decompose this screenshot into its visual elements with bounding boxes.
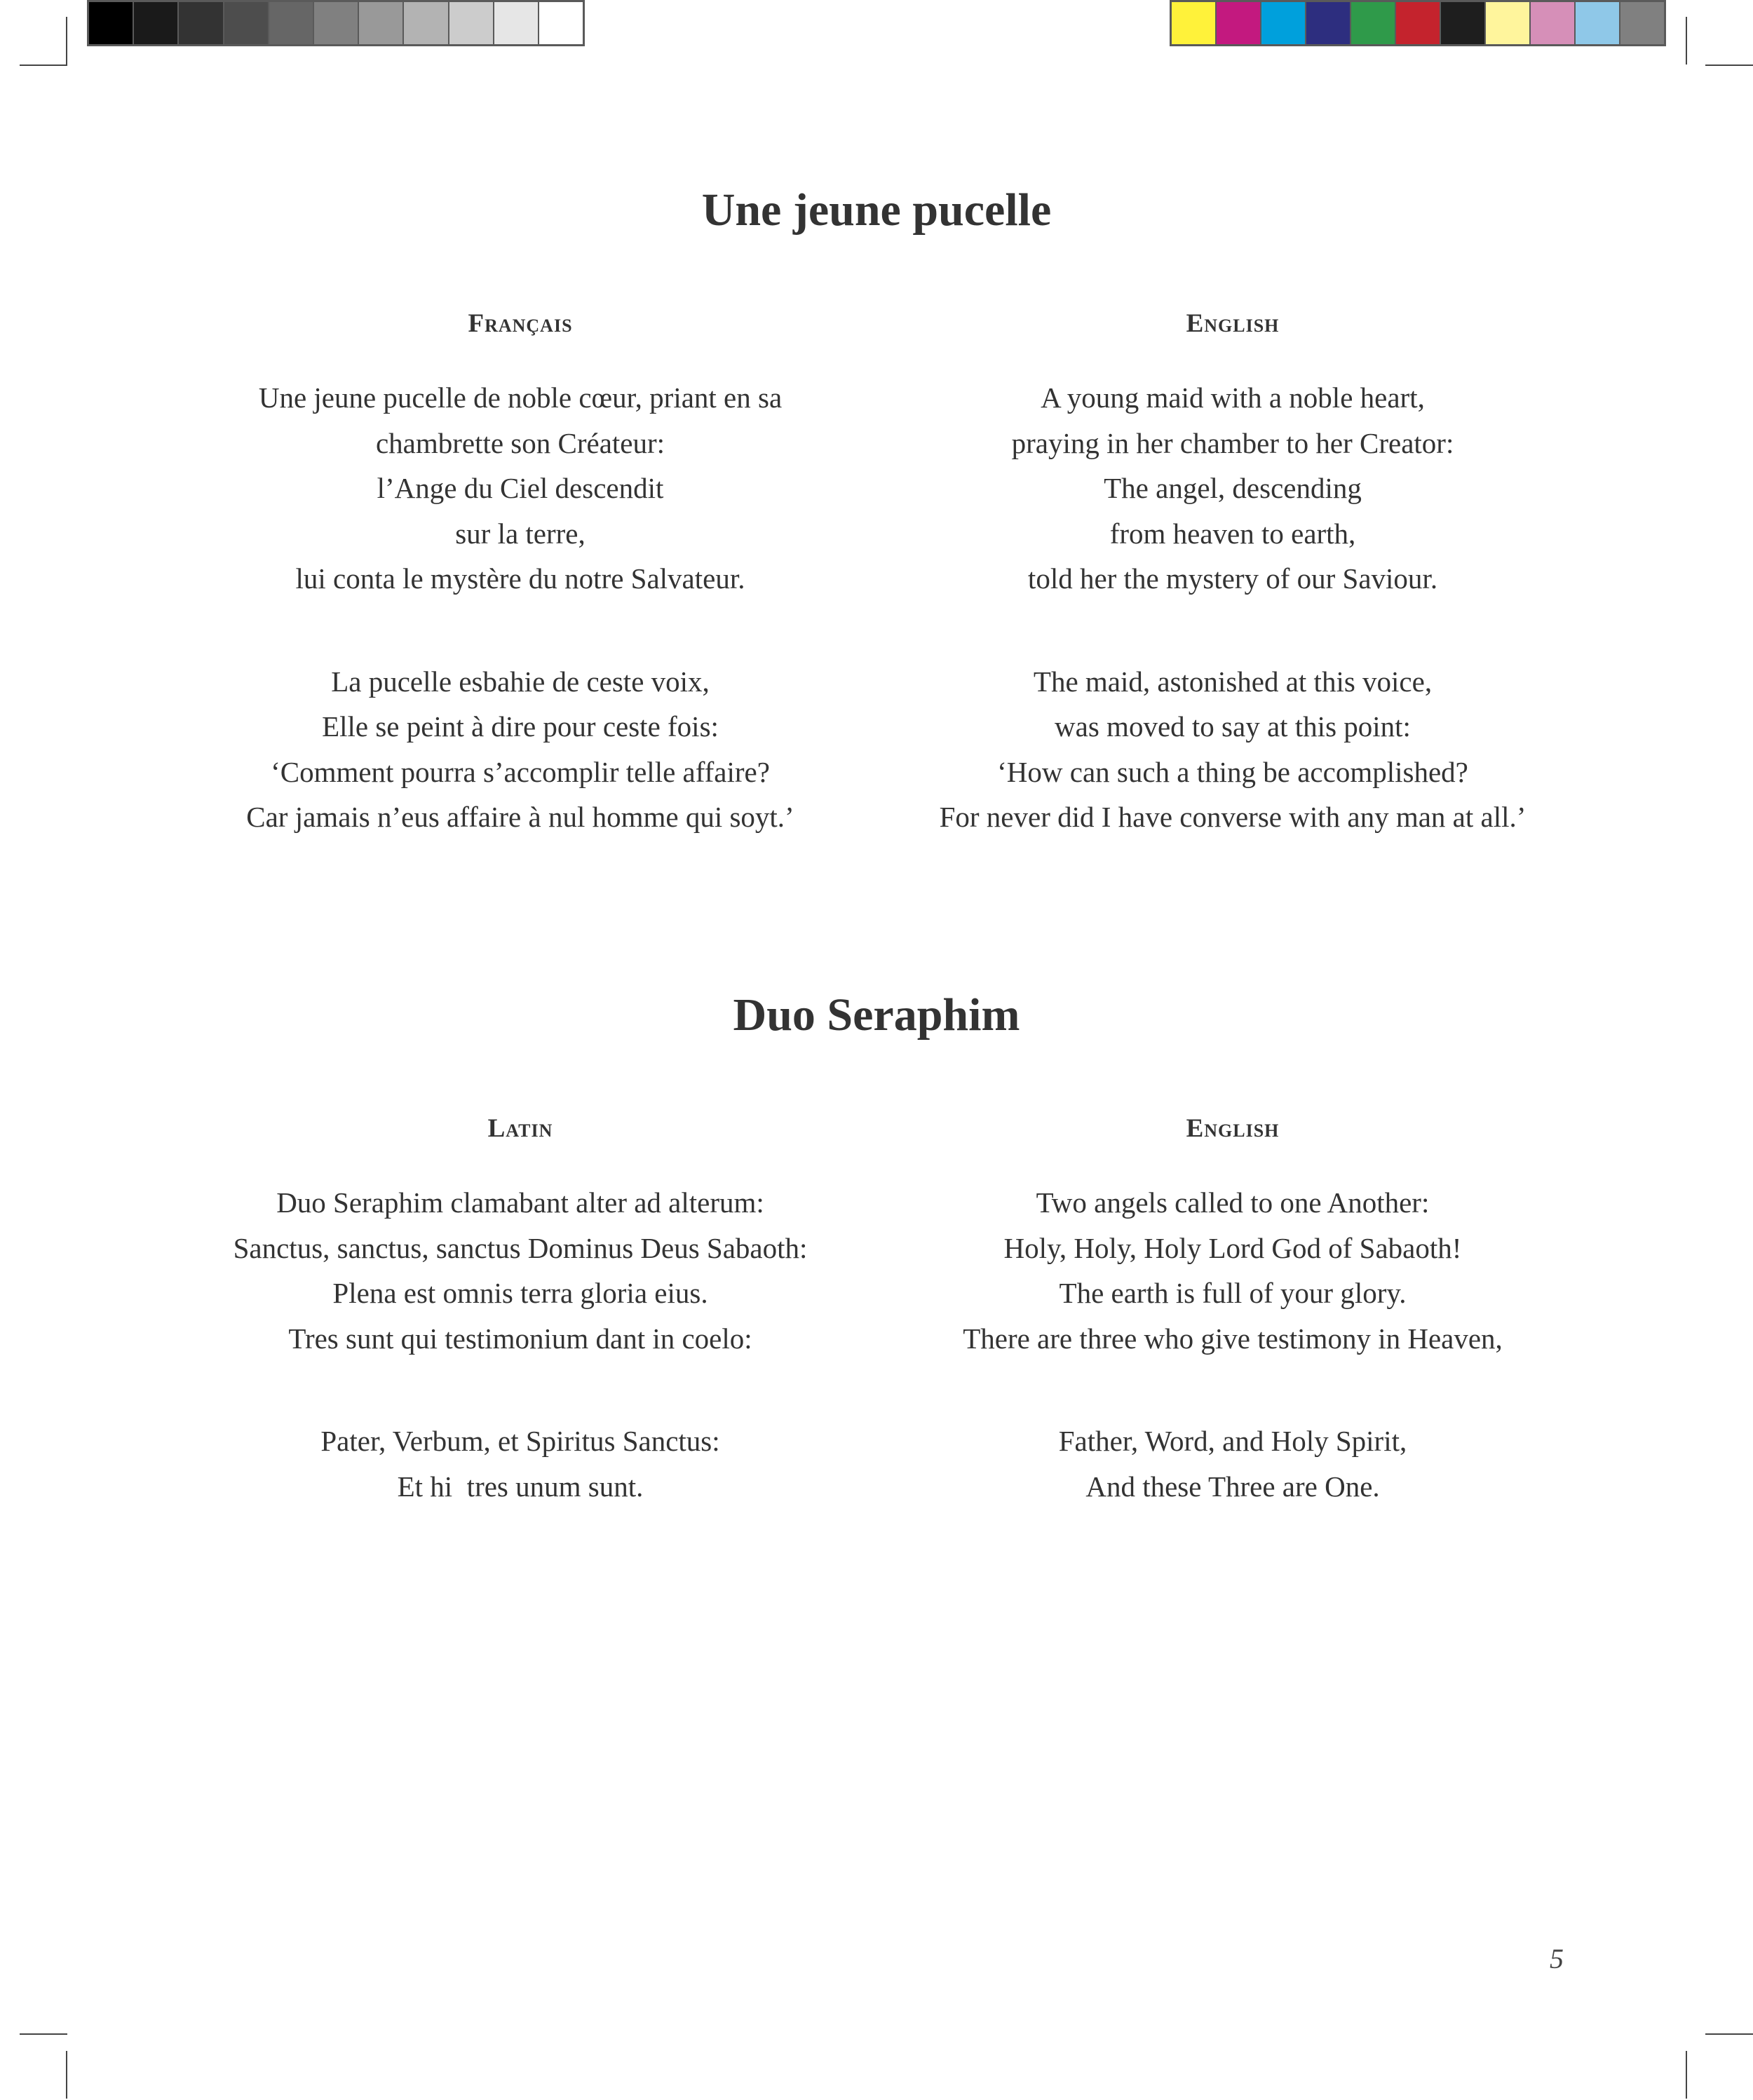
verse-line: Holy, Holy, Holy Lord God of Sabaoth!: [1003, 1231, 1462, 1264]
verse-line: Pater, Verbum, et Spiritus Sanctus:: [320, 1425, 720, 1457]
section-title: Une jeune pucelle: [701, 184, 1052, 236]
section-title: Duo Seraphim: [733, 989, 1020, 1041]
color-swatch: [1351, 2, 1396, 44]
stanza: [184, 1180, 857, 1361]
color-swatch: [1261, 2, 1306, 44]
color-swatch: [1576, 2, 1620, 44]
verse-line: l’Ange du Ciel descendit: [377, 472, 664, 504]
stanza: [896, 1180, 1569, 1361]
crop-mark: [1686, 17, 1687, 65]
stanza: [184, 659, 857, 840]
verse-line: ‘Comment pourra s’accomplir telle affaire?: [271, 755, 770, 788]
verse-line: praying in her chamber to her Creator:: [1011, 426, 1454, 459]
verse-line: was moved to say at this point:: [1055, 710, 1411, 743]
crop-mark: [20, 65, 67, 66]
stanza: [896, 1418, 1569, 1509]
crop-mark: [66, 17, 67, 65]
language-heading: English: [1186, 1114, 1280, 1143]
section-1-french-column: [184, 304, 857, 840]
crop-mark: [1705, 2033, 1753, 2035]
color-swatch: [1172, 2, 1217, 44]
color-swatch: [449, 2, 494, 44]
page-number: 5: [1550, 1943, 1564, 1974]
color-swatch: [314, 2, 359, 44]
color-swatch: [1620, 2, 1664, 44]
color-swatch: [1486, 2, 1531, 44]
verse-line: chambrette son Créateur:: [375, 426, 665, 459]
section-2-english-column: [896, 1109, 1569, 1509]
stanza: [184, 1418, 857, 1509]
verse-line: Father, Word, and Holy Spirit,: [1058, 1425, 1407, 1457]
verse-line: A young maid with a noble heart,: [1041, 381, 1425, 414]
language-heading: Français: [468, 309, 573, 338]
section-2-latin-column: [184, 1109, 857, 1509]
verse-line: told her the mystery of our Saviour.: [1027, 562, 1438, 595]
crop-mark: [20, 2033, 67, 2035]
verse-line: Plena est omnis terra gloria eius.: [332, 1277, 708, 1309]
color-swatch: [1441, 2, 1486, 44]
verse-line: The angel, descending: [1104, 472, 1362, 504]
verse-line: Tres sunt qui testimonium dant in coelo:: [288, 1322, 752, 1355]
stanza: [184, 375, 857, 602]
verse-line: Two angels called to one Another:: [1036, 1186, 1430, 1219]
verse-line: For never did I have converse with any man at all.’: [939, 801, 1527, 833]
crop-mark: [1686, 2051, 1687, 2099]
color-swatch: [179, 2, 224, 44]
crop-mark: [1705, 65, 1753, 66]
verse-line: Duo Seraphim clamabant alter ad alterum:: [276, 1186, 764, 1219]
verse-line: ‘How can such a thing be accomplished?: [997, 755, 1468, 788]
verse-line: Une jeune pucelle de noble cœur, priant en sa: [258, 381, 783, 414]
stanza: [896, 659, 1569, 840]
language-heading: Latin: [487, 1114, 553, 1143]
verse-line: from heaven to earth,: [1109, 517, 1356, 550]
color-swatch: [539, 2, 583, 44]
color-swatch: [1306, 2, 1351, 44]
verse-line: lui conta le mystère du notre Salvateur.: [295, 562, 745, 595]
verse-line: Car jamais n’eus affaire à nul homme qui soyt.’: [246, 801, 794, 833]
verse-line: The maid, astonished at this voice,: [1033, 665, 1433, 698]
color-swatch: [404, 2, 449, 44]
crop-mark: [66, 2051, 67, 2099]
stanza: [896, 375, 1569, 602]
verse-line: sur la terre,: [455, 517, 586, 550]
color-swatch: [134, 2, 179, 44]
language-heading: English: [1186, 309, 1280, 338]
verse-line: And these Three are One.: [1085, 1470, 1380, 1503]
color-swatch: [269, 2, 314, 44]
color-registration-bar: [1170, 0, 1666, 46]
color-swatch: [89, 2, 134, 44]
verse-line: There are three who give testimony in Heaven,: [963, 1322, 1503, 1355]
verse-line: La pucelle esbahie de ceste voix,: [331, 665, 710, 698]
grayscale-registration-bar: [87, 0, 585, 46]
verse-line: Sanctus, sanctus, sanctus Dominus Deus Sabaoth:: [233, 1231, 808, 1264]
verse-line: The earth is full of your glory.: [1059, 1277, 1407, 1309]
color-swatch: [1217, 2, 1261, 44]
verse-line: Et hi tres unum sunt.: [397, 1470, 644, 1503]
color-swatch: [1396, 2, 1441, 44]
color-swatch: [494, 2, 539, 44]
color-swatch: [1531, 2, 1576, 44]
color-swatch: [359, 2, 404, 44]
section-1-english-column: [896, 304, 1569, 840]
verse-line: Elle se peint à dire pour ceste fois:: [322, 710, 719, 743]
color-swatch: [224, 2, 269, 44]
